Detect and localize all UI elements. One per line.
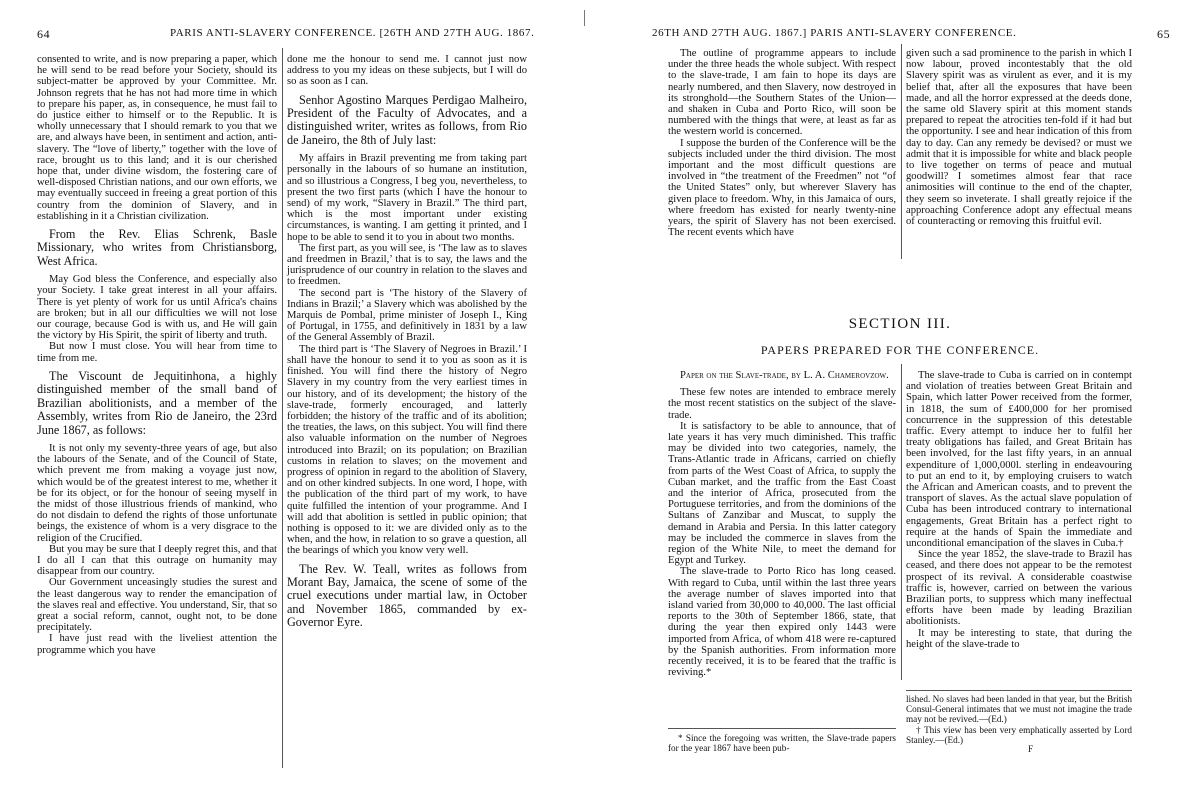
right-running-head: 26TH AND 27TH AUG. 1867.] PARIS ANTI-SLAVERY CONFERENCE. (652, 27, 1017, 39)
paragraph: I have just read with the liveliest attention the programme which you have (37, 633, 277, 656)
paragraph: Our Government unceasingly studies the surest and the least dangerous way to render the emancipation of the slaves real and effective. You understand, Sir, that so great a social reform, cannot, ought not, to be done precipitately. (37, 577, 277, 634)
paragraph: My affairs in Brazil preventing me from taking part personally in the labours of so humane an institution, and so illustrious a Congress, I beg you, nevertheless, to present the two first parts (which I have the honour to send) of my work, “Slavery in Brazil.” The third part, which is the most important under existing circumstances, is wanting. I am getting it printed, and I hope to be able to send it to you in about two months. (287, 153, 527, 243)
right-bottom-column-2 (906, 370, 1132, 650)
right-top-column-2 (906, 48, 1132, 227)
section-title: SECTION III. (848, 316, 952, 332)
paragraph: May God bless the Conference, and especially also your Society. I take great interest in all your affairs. There is yet plenty of work for us until Africa's chains are broken; but in all our difficulties we will not lose our courage, because God is with us, and He will gain the victory by His Spirit, the spirit of liberty and truth. (37, 274, 277, 342)
paper-heading: Paper on the Slave-trade, by L. A. Chamerovzow. (680, 370, 889, 381)
paragraph: The second part is ‘The history of the Slavery of Indians in Brazil;’ a Slavery which was abolished by the Marquis de Pombal, prime minister of Joseph I., King of Portugal, in 1755, and definitively in 1831 by a law of the General Assembly of Brazil. (287, 287, 527, 344)
paragraph: The third part is ‘The Slavery of Negroes in Brazil.’ I shall have the honour to send it to you as soon as it is finished. You will find there the history of Negro Slavery in my country from the very earliest times in our history, and of its development; the history of the slave-trade, formerly encouraged, and latterly forbidden; the history of the traffic and of its abolition; the treaties, the laws, on this subject. You will find there also valuable information on the number of Negroes introduced into Brazil; on its population; on Brazilian customs in relation to slaves; on the movement and progress of opinion in regard to the abolition of Slavery, and on other kindred subjects. In one word, I hope, with the publication of the third part of my work, to have quite fulfilled the intention of your programme. And I will add that abolition is settled in public opinion; that nothing is opposed to it: we are divided only as to the when, and the how, in relation to so grave a question, all the bearings of which you know very well. (287, 343, 527, 557)
column-rule (901, 44, 902, 259)
paragraph: The Viscount de Jequitinhona, a highly distinguished member of the small band of Brazilian abolitionists, and a member of the Assembly, writes from Rio de Janeiro, the 23rd June 1867, as follows: (37, 368, 277, 437)
paragraph: It may be interesting to state, that during the height of the slave-trade to (906, 627, 1132, 650)
footnote-right (906, 694, 1132, 745)
paragraph: These few notes are intended to embrace merely the most recent statistics on the subject of the slave-trade. (668, 387, 896, 421)
paragraph: From the Rev. Elias Schrenk, Basle Missionary, who writes from Christiansborg, West Africa. (37, 227, 277, 268)
left-column-1 (37, 54, 277, 656)
paragraph: Senhor Agostino Marques Perdigao Malheiro, President of the Faculty of Advocates, and a distinguished writer, writes as follows, from Rio de Janeiro, the 8th of July last: (287, 92, 527, 147)
paragraph: I suppose the burden of the Conference will be the subjects included under the third division. The most important and the most difficult questions are involved in “the treatment of the Freedmen” not “of the United States” only, but wherever Slavery has given place to freedom. Why, in this Jamaica of ours, where freedom has existed for nearly twenty-nine years, the spirit of Slavery has not been exercised. The recent events which have (668, 137, 896, 239)
column-rule (282, 48, 283, 768)
paragraph: given such a sad prominence to the parish in which I now labour, proved incontestably that the old Slavery spirit was as virulent as ever, and it is my belief that, after all the exposures that have been made, and all the horror expressed at the deeds done, the same old Slavery spirit at this moment stands prepared to repeat the atrocities ten-fold if it had but the opportunity. I see and hear indication of this from day to day. Can any remedy be devised? or must we admit that it is impossible for white and black people to live together on terms of peace and mutual goodwill? I sometimes almost fear that race animosities will continue to the end of the chapter, they seem so inveterate. I shall greatly rejoice if the approaching Conference adopt any effectual means of counteracting or removing this fruitful evil. (906, 48, 1132, 228)
right-page-number: 65 (1157, 27, 1171, 41)
paragraph: The slave-trade to Cuba is carried on in contempt and violation of treaties between Great Britain and Spain, which latter Power received from the former, in 1818, the sum of £400,000 for her promised concurrence in the suppression of this detestable traffic. Every attempt to induce her to fulfil her treaty obligations has failed, and Great Britain has been involved, for the last fifty years, in an annual expenditure of 1,000,000l. sterling in endeavouring to put an end to it, by employing cruisers to watch the African and American coasts, and to prevent the transport of slaves. As the actual slave population of Cuba has been introduced contrary to international engagements, Great Britain has a perfect right to require at the hands of Spain the immediate and unconditional emancipation of the slaves in Cuba.† (906, 370, 1132, 550)
paragraph: The Rev. W. Teall, writes as follows from Morant Bay, Jamaica, the scene of some of the cruel executions under martial law, in October and November 1865, commanded by ex-Governor Eyre. (287, 561, 527, 630)
left-page-number: 64 (37, 27, 51, 41)
signature-mark: F (1028, 744, 1034, 754)
paragraph: Since the year 1852, the slave-trade to Brazil has ceased, and there does not appear to be the remotest prospect of its revival. A considerable coastwise traffic is, however, carried on between the various Brazilian ports, to suppress which many ineffectual efforts have been made by leading Brazilian abolitionists. (906, 549, 1132, 628)
paragraph: done me the honour to send me. I cannot just now address to you my ideas on these subjects, but I will do so as soon as I can. (287, 54, 527, 88)
paragraph: The first part, as you will see, is ‘The law as to slaves and freedmen in Brazil,’ that is to say, the laws and the jurisprudence of our country in relation to the slaves and to freedmen. (287, 242, 527, 288)
footnote: * Since the foregoing was written, the Slave-trade papers for the year 1867 have been pub- (668, 733, 896, 754)
paragraph: But you may be sure that I deeply regret this, and that I do all I can that this outrage on humanity may disappear from our country. (37, 543, 277, 578)
left-column-2 (287, 54, 527, 630)
right-page (600, 0, 1200, 793)
right-bottom-column-1 (668, 370, 896, 678)
paragraph: But now I must close. You will hear from time to time from me. (37, 341, 277, 364)
footnote: lished. No slaves had been landed in that year, but the British Consul-General intimates that we must not imagine the trade may not be revived.—(Ed.) (906, 694, 1132, 725)
section-subtitle: PAPERS PREPARED FOR THE CONFERENCE. (760, 343, 1040, 357)
footnote-rule (668, 728, 896, 729)
footnote: † This view has been very emphatically asserted by Lord Stanley.—(Ed.) (906, 724, 1132, 745)
paragraph: The outline of programme appears to include under the three heads the whole subject. With respect to the slave-trade, I am fain to hope its days are nearly numbered, and then Slavery, now destroyed in its stronghold—the Southern States of the Union—and shaken in Cuba and Porto Rico, will soon be numbered with the things that were, at least as far as the western world is concerned. (668, 48, 896, 138)
paragraph: It is satisfactory to be able to announce, that of late years it has very much diminished. This traffic may be divided into two categories, namely, the Trans-Atlantic trade in Africans, carried on chiefly from parts of the West Coast of Africa, to supply the Cuban market, and the traffic from the East Coast and the interior of Africa, prosecuted from the Portuguese territories, and from the dominions of the Sultans of Zanzibar and Muscat, to supply the demand in Arabia and Persia. In this latter category may be included the commerce in slaves from the region of the White Nile, to meet the demand for Egypt and Turkey. (668, 420, 896, 567)
paragraph: It is not only my seventy-three years of age, but also the labours of the Senate, and of the Council of State, which prevent me from making a voyage just now, which would be of the greatest interest to me, whether it be for its object, or for the honour of seeing myself in the midst of those illustrious friends of mankind, who do not disdain to defend the rights of those unfortunate beings, the existence of whom is a very disgrace to the religion of the Crucified. (37, 442, 277, 544)
footnote-left (668, 733, 896, 753)
footnote-rule (906, 690, 1132, 691)
paragraph: consented to write, and is now preparing a paper, which he will send to be read before your Society, should its subject-matter be approved by your Committee. Mr. Johnson regrets that he has not had more time in which to prepare his paper, as, in consequence, he must fail to do justice either to himself or to the Republic. It is wholly unnecessary that I should remark to you that we are, and always have been, in sentiment and action, anti-slavery. The “love of liberty,” together with the love of race, brought us to this land; and it is our cherished hope that, under divine wisdom, the fostering care of well-disposed Christian nations, and our own efforts, we may eventually succeed in freeing a great portion of this country from the dominion of Slavery, and in establishing in it a Christian civilization. (37, 54, 277, 222)
right-top-column-1 (668, 48, 896, 238)
paragraph: The slave-trade to Porto Rico has long ceased. With regard to Cuba, until within the last three years the average number of slaves imported into that island varied from 30,000 to 40,000. The last official reports to the 30th of September 1866, state, that during the year then expired only 1443 were imported from Africa, of whom 418 were re-captured by the Spanish authorities. From information more recently received, it is to be feared that the traffic is reviving.* (668, 566, 896, 679)
left-running-head: PARIS ANTI-SLAVERY CONFERENCE. [26TH AND 27TH AUG. 1867. (170, 27, 535, 39)
column-rule (901, 364, 902, 680)
